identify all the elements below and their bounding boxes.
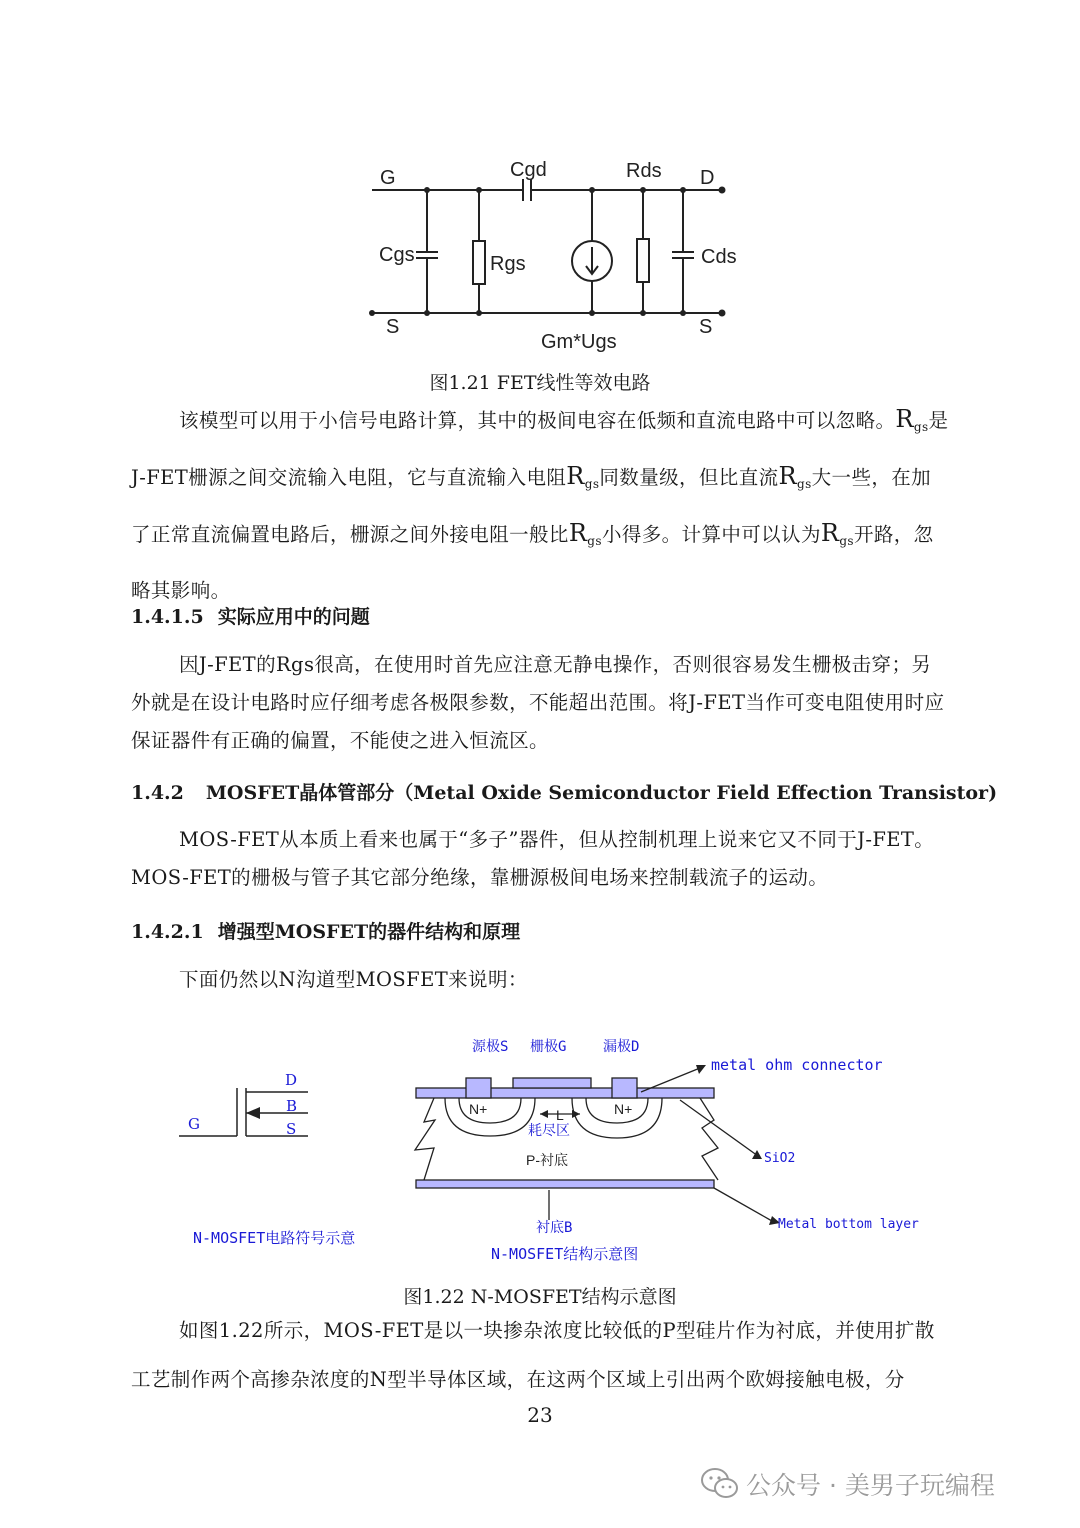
- watermark: [700, 1462, 995, 1506]
- paragraph-practical-issues: 因J-FET的Rgs很高，在使用时首先应注意无静电操作，否则很容易发生栅极击穿；另外就是在设计电路时应仔细考虑各极限参数，不能超出范围。将J-FET当作可变电阻使用时应保证器件有正确的偏置，不能使之进入恒流区。: [131, 653, 945, 752]
- symbol-label-B: B: [286, 1097, 298, 1115]
- label-S-right: S: [699, 316, 713, 338]
- label-n-plus-left: N+: [469, 1101, 488, 1117]
- label-p-substrate: P-衬底: [526, 1152, 568, 1168]
- label-substrate-b: 衬底B: [536, 1220, 573, 1236]
- page-number: 23: [527, 1403, 553, 1427]
- section-heading-1-4-2: [131, 778, 997, 805]
- symbol-caption: N-MOSFET电路符号示意: [193, 1229, 356, 1247]
- text-segment: 同数量级，但比直流: [599, 466, 779, 489]
- wechat-icon: [700, 1467, 740, 1501]
- fet-equivalent-circuit-diagram: [360, 150, 740, 360]
- section-heading-1-4-2-1: [131, 917, 520, 944]
- figure-1-22-caption: 图1.22 N-MOSFET结构示意图: [403, 1286, 677, 1308]
- symbol-R: R: [568, 519, 588, 547]
- section-title: MOSFET晶体管部分（Metal Oxide Semiconductor Field Effection Transistor): [205, 782, 998, 804]
- subscript-gs: gs: [587, 534, 602, 548]
- section-number: 1.4.2.1: [131, 921, 204, 943]
- text-segment: 小得多。计算中可以认为: [601, 523, 821, 546]
- symbol-label-G: G: [188, 1115, 200, 1133]
- text-segment: 该模型可以用于小信号电路计算，其中的极间电容在低频和直流电路中可以忽略。: [179, 409, 896, 432]
- label-Rds: Rds: [626, 160, 662, 182]
- symbol-R: R: [778, 462, 797, 490]
- subscript-gs: gs: [913, 420, 929, 434]
- section-number: 1.4.2: [131, 782, 184, 804]
- label-metal-bottom-layer: Metal bottom layer: [778, 1217, 919, 1232]
- subscript-gs: gs: [797, 477, 812, 491]
- symbol-label-D: D: [285, 1071, 298, 1089]
- label-sio2: SiO2: [764, 1151, 796, 1166]
- paragraph-mosfet-structure: 如图1.22所示，MOS-FET是以一块掺杂浓度比较低的P型硅片作为衬底，并使用扩散工艺制作两个高掺杂浓度的N型半导体区域，在这两个区域上引出两个欧姆接触电极，分: [131, 1319, 935, 1391]
- watermark-text: 公众号 · 美男子玩编程: [746, 1471, 995, 1500]
- label-gate-G: 栅极G: [530, 1039, 567, 1055]
- label-Cgd: Cgd: [510, 159, 547, 181]
- n-mosfet-structure-diagram: [400, 1032, 940, 1272]
- section-title: 增强型MOSFET的器件结构和原理: [217, 921, 521, 943]
- figure-1-21-caption: 图1.21 FET线性等效电路: [429, 372, 651, 394]
- symbol-label-S: S: [286, 1120, 297, 1138]
- text-segment: 大一些，在加了正常直流偏置电路后，栅源之间外接电阻一般比: [131, 466, 932, 546]
- section-heading-1-4-1-5: [131, 602, 370, 629]
- symbol-R: R: [566, 462, 585, 490]
- symbol-R: R: [820, 519, 840, 547]
- label-Gm-Ugs: Gm*Ugs: [541, 331, 617, 353]
- label-source-S: 源极S: [472, 1039, 509, 1055]
- paragraph-rgs-explanation: [131, 395, 949, 615]
- label-S-left: S: [386, 316, 400, 338]
- label-Cgs: Cgs: [379, 244, 415, 266]
- subscript-gs: gs: [839, 534, 854, 548]
- label-n-plus-right: N+: [614, 1101, 633, 1117]
- n-mosfet-symbol-diagram: [170, 1060, 410, 1260]
- section-number: 1.4.1.5: [131, 606, 204, 628]
- label-Rgs: Rgs: [490, 253, 526, 275]
- label-G: G: [380, 167, 396, 189]
- label-drain-D: 漏极D: [603, 1039, 640, 1055]
- label-D: D: [700, 167, 715, 189]
- label-depletion-region: 耗尽区: [528, 1123, 570, 1139]
- label-channel-length: L: [556, 1107, 564, 1123]
- section-title: 实际应用中的问题: [217, 606, 370, 628]
- text-segment: 是J-FET栅源之间交流输入电阻，它与直流输入电阻: [131, 409, 949, 489]
- structure-caption: N-MOSFET结构示意图: [491, 1245, 639, 1263]
- symbol-R: R: [895, 405, 914, 433]
- label-Cds: Cds: [701, 246, 737, 268]
- paragraph-n-channel: 下面仍然以N沟道型MOSFET来说明：: [179, 968, 528, 991]
- subscript-gs: gs: [584, 477, 600, 491]
- label-metal-ohm-connector: metal ohm connector: [711, 1056, 883, 1074]
- text-segment: 开路，忽略其影响。: [131, 523, 934, 602]
- paragraph-mosfet-intro: MOS-FET从本质上看来也属于“多子”器件，但从控制机理上说来它又不同于J-FET。MOS-FET的栅极与管子其它部分绝缘，靠栅源极间电场来控制载流子的运动。: [131, 828, 935, 889]
